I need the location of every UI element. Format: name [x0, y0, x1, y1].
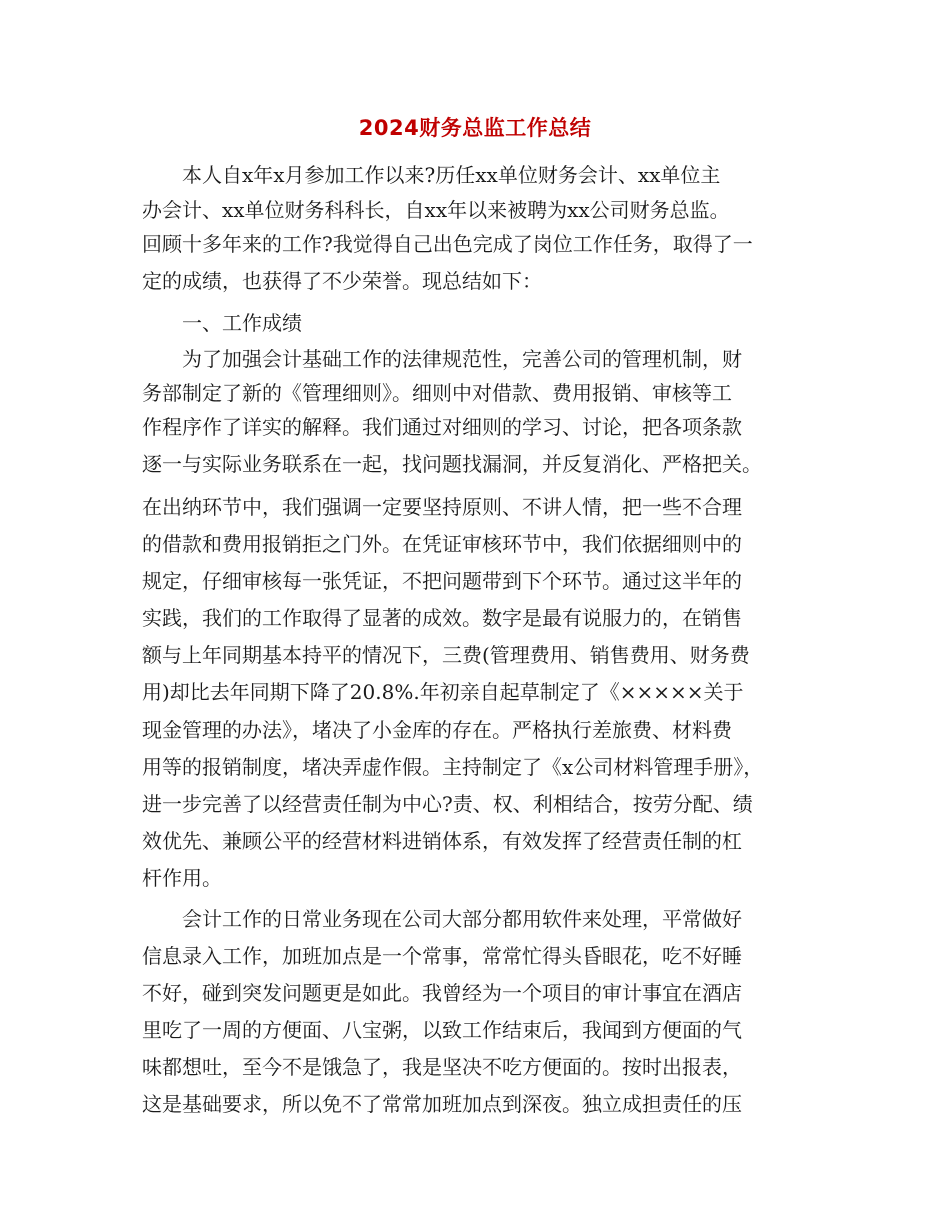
- section-heading: 一、工作成绩: [142, 311, 302, 335]
- text-line: 回顾十多年来的工作?我觉得自己出色完成了岗位工作任务，取得了一: [142, 232, 753, 256]
- text-line: 本人自x年x月参加工作以来?历任xx单位财务会计、xx单位主: [142, 163, 721, 187]
- text-line: 信息录入工作，加班加点是一个常事，常常忙得头昏眼花，吃不好睡: [142, 944, 742, 968]
- text-line: 在出纳环节中，我们强调一定要坚持原则、不讲人情，把一些不合理: [142, 495, 742, 519]
- text-line: 不好，碰到突发问题更是如此。我曾经为一个项目的审计事宜在酒店: [142, 981, 742, 1005]
- text-line: 这是基础要求，所以免不了常常加班加点到深夜。独立成担责任的压: [142, 1092, 742, 1116]
- text-line: 杆作用。: [142, 866, 222, 890]
- text-line: 规定，仔细审核每一张凭证，不把问题带到下个环节。通过这半年的: [142, 569, 742, 593]
- text-line: 的借款和费用报销拒之门外。在凭证审核环节中，我们依据细则中的: [142, 532, 742, 556]
- text-line: 作程序作了详实的解释。我们通过对细则的学习、讨论，把各项条款: [142, 415, 742, 439]
- text-line: 会计工作的日常业务现在公司大部分都用软件来处理，平常做好: [142, 907, 742, 931]
- text-line: 为了加强会计基础工作的法律规范性，完善公司的管理机制，财: [142, 347, 742, 371]
- text-line: 里吃了一周的方便面、八宝粥，以致工作结束后，我闻到方便面的气: [142, 1018, 742, 1042]
- text-line: 进一步完善了以经营责任制为中心?责、权、利相结合，按劳分配、绩: [142, 792, 753, 816]
- text-line: 现金管理的办法》，堵决了小金库的存在。严格执行差旅费、材料费: [142, 718, 732, 742]
- text-line: 定的成绩，也获得了不少荣誉。现总结如下：: [142, 269, 542, 293]
- text-line: 逐一与实际业务联系在一起，找问题找漏洞，并反复消化、严格把关。: [142, 452, 762, 476]
- text-line: 额与上年同期基本持平的情况下，三费(管理费用、销售费用、财务费: [142, 643, 750, 667]
- text-line: 实践，我们的工作取得了显著的成效。数字是最有说服力的，在销售: [142, 606, 742, 630]
- text-line: 务部制定了新的《管理细则》。细则中对借款、费用报销、审核等工: [142, 381, 732, 405]
- text-line: 用)却比去年同期下降了20.8%.年初亲自起草制定了《×××××关于: [142, 680, 744, 704]
- text-line: 味都想吐，至今不是饿急了，我是坚决不吃方便面的。按时出报表，: [142, 1055, 742, 1079]
- text-line: 办会计、xx单位财务科科长，自xx年以来被聘为xx公司财务总监。: [142, 198, 730, 222]
- text-line: 用等的报销制度，堵决弄虚作假。主持制定了《x公司材料管理手册》，: [142, 755, 764, 779]
- text-line: 效优先、兼顾公平的经营材料进销体系，有效发挥了经营责任制的杠: [142, 829, 742, 853]
- document-title: 2024财务总监工作总结: [358, 116, 592, 140]
